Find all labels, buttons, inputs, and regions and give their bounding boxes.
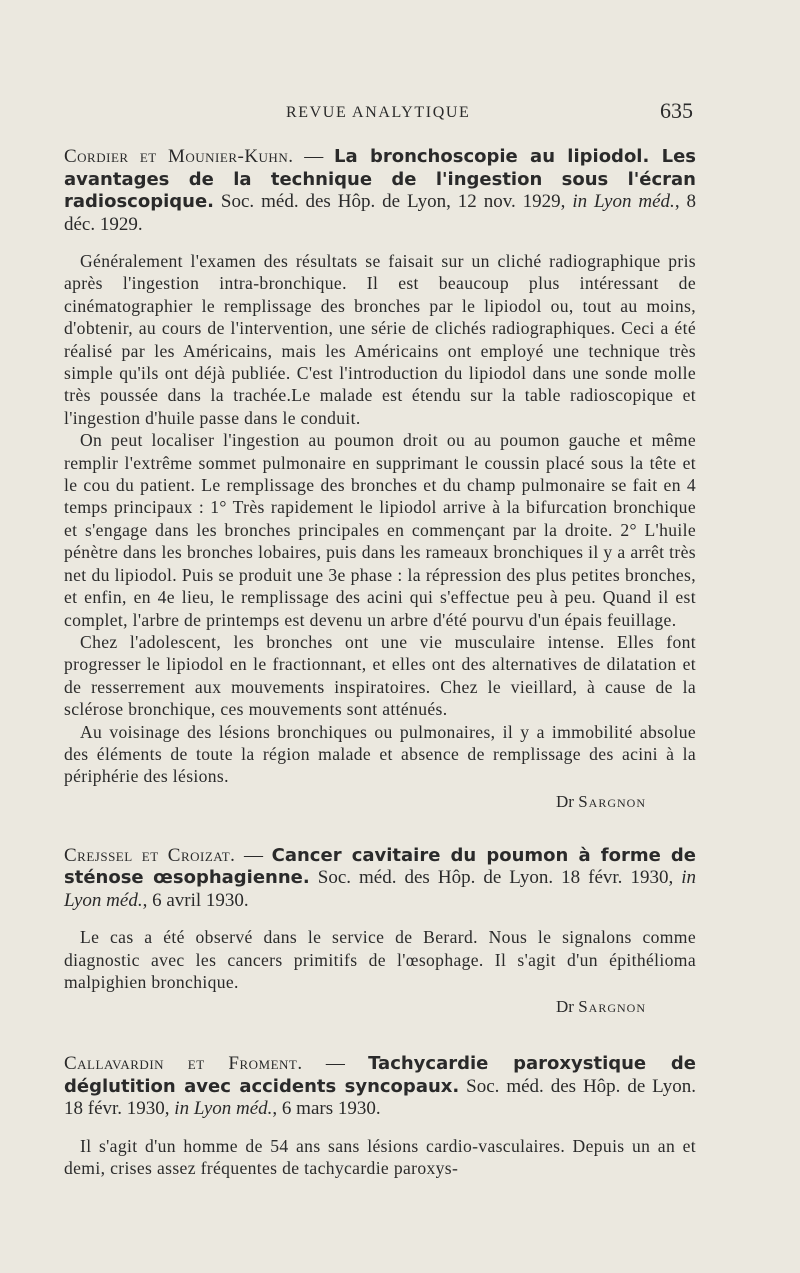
article-3-dash: — xyxy=(302,1053,369,1075)
article-1-signature xyxy=(64,792,646,812)
page-content xyxy=(64,146,696,1180)
article-2-journal: in Lyon méd. xyxy=(64,867,696,911)
page-header xyxy=(0,98,800,128)
article-1-authors: Cordier et Mounier-Kuhn. xyxy=(64,146,294,167)
article-1-paragraph: On peut localiser l'ingestion au poumon droit ou au poumon gauche et même remplir l'extrême sommet pulmonaire en supprimant le coussin placé sous la tête et le cou du patient. Le remplissage des bronches et du champ pulmonaire se fait en 4 temps principaux : 1° Très rapidement le lipiodol arrive à la bifurcation bronchique et s'engage dans les bronches principales en commençant par la droite. 2° L'huile pénètre dans les bronches lobaires, puis dans les rameaux bronchiques il y a arrêt très net du lipiodol. Puis se produit une 3e phase : la répression des plus petites bronches, et enfin, en 4e lieu, le remplissage des acini qui s'effectue peu à peu. Quand il est complet, l'arbre de printemps est devenu un arbre d'été pourvu d'un épais feuillage. xyxy=(64,430,696,630)
article-2-signature-name: Sargnon xyxy=(578,997,646,1017)
article-2-paragraph: Le cas a été observé dans le service de Berard. Nous le signalons comme diagnostic avec les cancers primitifs de l'œsophage. Il s'agit d'un épithélioma malpighien bronchique. xyxy=(64,927,696,993)
article-3-source: Soc. méd. des Hôp. de Lyon. 18 févr. 1930, xyxy=(64,1075,696,1120)
article-3-date: , 6 mars 1930. xyxy=(272,1098,381,1120)
article-2-signature-prefix: Dr xyxy=(556,997,574,1017)
article-2-title: Cancer cavitaire du poumon à forme de sténose œsophagienne. xyxy=(64,844,696,889)
article-2-source: Soc. méd. des Hôp. de Lyon. 18 févr. 1930, xyxy=(309,867,682,889)
running-title: REVUE ANALYTIQUE xyxy=(286,104,471,121)
article-1-paragraph: Au voisinage des lésions bronchiques ou pulmonaires, il y a immobilité absolue des éléments de toute la région malade et absence de remplissage des acini à la périphérie des lésions. xyxy=(64,721,696,787)
article-3-journal: in Lyon méd. xyxy=(174,1098,273,1120)
article-1-paragraph: Chez l'adolescent, les bronches ont une vie musculaire intense. Elles font progresser le lipiodol en le fractionnant, et elles ont des alternatives de dilatation et de resserrement aux mouvements inspiratoires. Chez le vieillard, à cause de la sclérose bronchique, ces mouvements sont atténués. xyxy=(64,631,696,720)
article-1-source: Soc. méd. des Hôp. de Lyon, 12 nov. 1929, xyxy=(214,191,573,212)
article-1 xyxy=(64,146,696,812)
article-1-signature-name: Sargnon xyxy=(578,791,646,811)
article-3-title: Tachycardie paroxystique de déglutition avec accidents syncopaux. xyxy=(64,1053,696,1097)
article-1-reference xyxy=(64,146,696,236)
article-2 xyxy=(64,845,696,1018)
article-1-signature-prefix: Dr xyxy=(556,791,574,811)
article-2-date: , 6 avril 1930. xyxy=(142,889,249,911)
article-1-title: La bronchoscopie au lipiodol. Les avantages de la technique de l'ingestion sous l'écran radioscopique. xyxy=(64,146,697,212)
article-3-paragraph: Il s'agit d'un homme de 54 ans sans lésions cardio-vasculaires. Depuis un an et demi, crises assez fréquentes de tachycardie paroxys- xyxy=(64,1135,696,1179)
article-3 xyxy=(64,1053,696,1179)
article-1-date: , 8 déc. 1929. xyxy=(64,191,696,235)
article-1-journal: in Lyon méd. xyxy=(572,191,675,212)
article-2-signature xyxy=(64,997,646,1017)
article-3-authors: Callavardin et Froment. xyxy=(64,1053,303,1075)
article-1-paragraph: Généralement l'examen des résultats se faisait sur un cliché radiographique pris après l'ingestion intra-bronchique. Il est beaucoup plus intéressant de cinématographier le remplissage des bronches par le lipiodol ou, tout au moins, d'obtenir, au cours de l'intervention, une série de clichés radiographiques. Ceci a été réalisé par les Américains, mais les Américains ont employé une technique très simple qu'ils ont déjà publiée. C'est l'introduction du lipiodol dans une sonde molle très poussée dans la trachée.Le malade est étendu sur la table radioscopique et l'ingestion d'huile passe dans le conduit. xyxy=(64,251,696,428)
article-2-body xyxy=(64,926,696,993)
page-number: 635 xyxy=(660,98,693,123)
article-2-dash: — xyxy=(235,844,272,866)
article-1-dash: — xyxy=(293,146,335,167)
article-3-body xyxy=(64,1135,696,1180)
article-1-body xyxy=(64,250,696,788)
article-2-authors: Crejssel et Croizat. xyxy=(64,844,236,866)
article-2-reference xyxy=(64,845,696,913)
article-3-reference xyxy=(64,1053,696,1121)
